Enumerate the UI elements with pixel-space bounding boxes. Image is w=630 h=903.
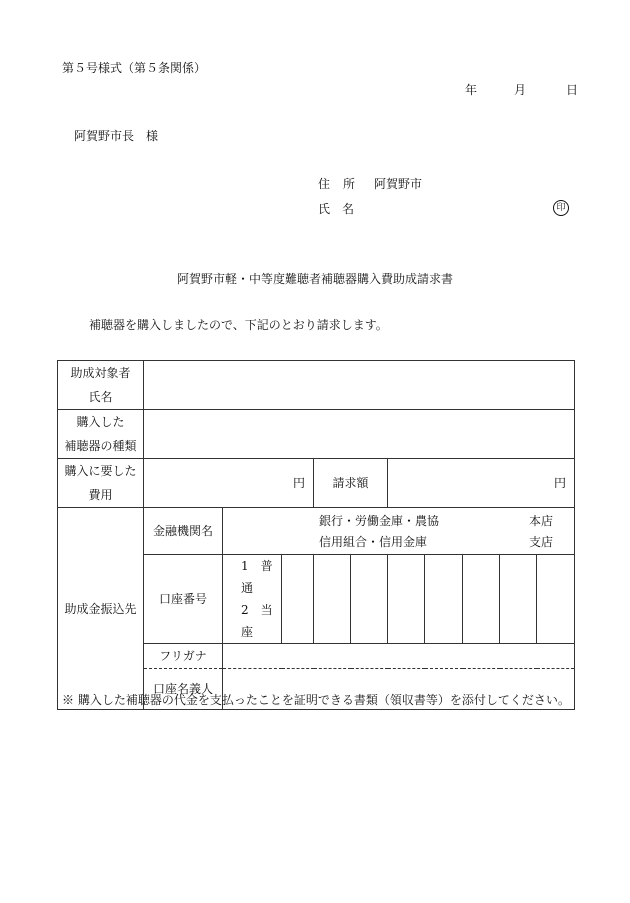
head-office-label: 本店 bbox=[529, 514, 554, 528]
account-digit-8[interactable] bbox=[537, 555, 575, 644]
claim-amount-label: 請求額 bbox=[314, 459, 388, 508]
bank-name-field[interactable] bbox=[223, 508, 575, 555]
account-number-label: 口座番号 bbox=[144, 555, 223, 644]
account-type-current: 2 当 座 bbox=[241, 603, 273, 639]
cost-label-line2: 費用 bbox=[88, 488, 113, 502]
form-number: 第５号様式（第５条関係） bbox=[62, 61, 207, 75]
account-type-ordinary: 1 普 通 bbox=[241, 559, 273, 595]
furigana-field[interactable] bbox=[223, 644, 575, 669]
subject-name-label-line1: 助成対象者 bbox=[70, 366, 131, 380]
bank-type-line2: 信用組合・信用金庫 bbox=[319, 535, 428, 549]
document-title: 阿賀野市軽・中等度難聴者補聴器購入費助成請求書 bbox=[176, 272, 453, 286]
account-type-options[interactable] bbox=[223, 555, 282, 644]
date-year-label: 年 bbox=[465, 83, 478, 97]
cost-label bbox=[58, 459, 144, 508]
device-type-label-line2: 補聴器の種類 bbox=[64, 439, 137, 453]
transfer-dest-label: 助成金振込先 bbox=[58, 508, 144, 710]
cost-yen-unit: 円 bbox=[292, 476, 305, 490]
account-digit-4[interactable] bbox=[388, 555, 425, 644]
account-digit-2[interactable] bbox=[314, 555, 351, 644]
cost-field[interactable] bbox=[144, 459, 314, 508]
date-month-label: 月 bbox=[514, 83, 527, 97]
device-type-label-line1: 購入した bbox=[76, 415, 125, 429]
date-day-label: 日 bbox=[566, 83, 579, 97]
bank-type-line1: 銀行・労働金庫・農協 bbox=[319, 514, 440, 528]
intro-text: 補聴器を購入しましたので、下記のとおり請求します。 bbox=[89, 318, 388, 332]
subject-name-label bbox=[58, 361, 144, 410]
addressee: 阿賀野市長 様 bbox=[74, 129, 159, 143]
account-digit-6[interactable] bbox=[463, 555, 500, 644]
bank-name-label: 金融機関名 bbox=[144, 508, 223, 555]
furigana-label: フリガナ bbox=[144, 644, 223, 669]
seal-mark: 印 bbox=[553, 200, 569, 216]
account-digit-3[interactable] bbox=[351, 555, 388, 644]
account-digit-1[interactable] bbox=[282, 555, 314, 644]
request-form-table bbox=[57, 360, 575, 710]
claim-amount-field[interactable] bbox=[388, 459, 575, 508]
cost-label-line1: 購入に要した bbox=[64, 464, 137, 478]
device-type-field[interactable] bbox=[144, 410, 575, 459]
account-digit-7[interactable] bbox=[500, 555, 537, 644]
address-value: 阿賀野市 bbox=[374, 177, 423, 191]
address-label: 住 所 bbox=[318, 177, 356, 191]
branch-label: 支店 bbox=[529, 535, 554, 549]
subject-name-field[interactable] bbox=[144, 361, 575, 410]
device-type-label bbox=[58, 410, 144, 459]
account-digit-5[interactable] bbox=[425, 555, 463, 644]
claim-yen-unit: 円 bbox=[554, 476, 567, 490]
subject-name-label-line2: 氏名 bbox=[88, 390, 113, 404]
account-holder-label: 口座名義人 bbox=[144, 669, 223, 710]
attachment-note: ※ 購入した補聴器の代金を支払ったことを証明できる書類（領収書等）を添付してください。 bbox=[62, 693, 570, 707]
name-label: 氏 名 bbox=[318, 202, 355, 216]
